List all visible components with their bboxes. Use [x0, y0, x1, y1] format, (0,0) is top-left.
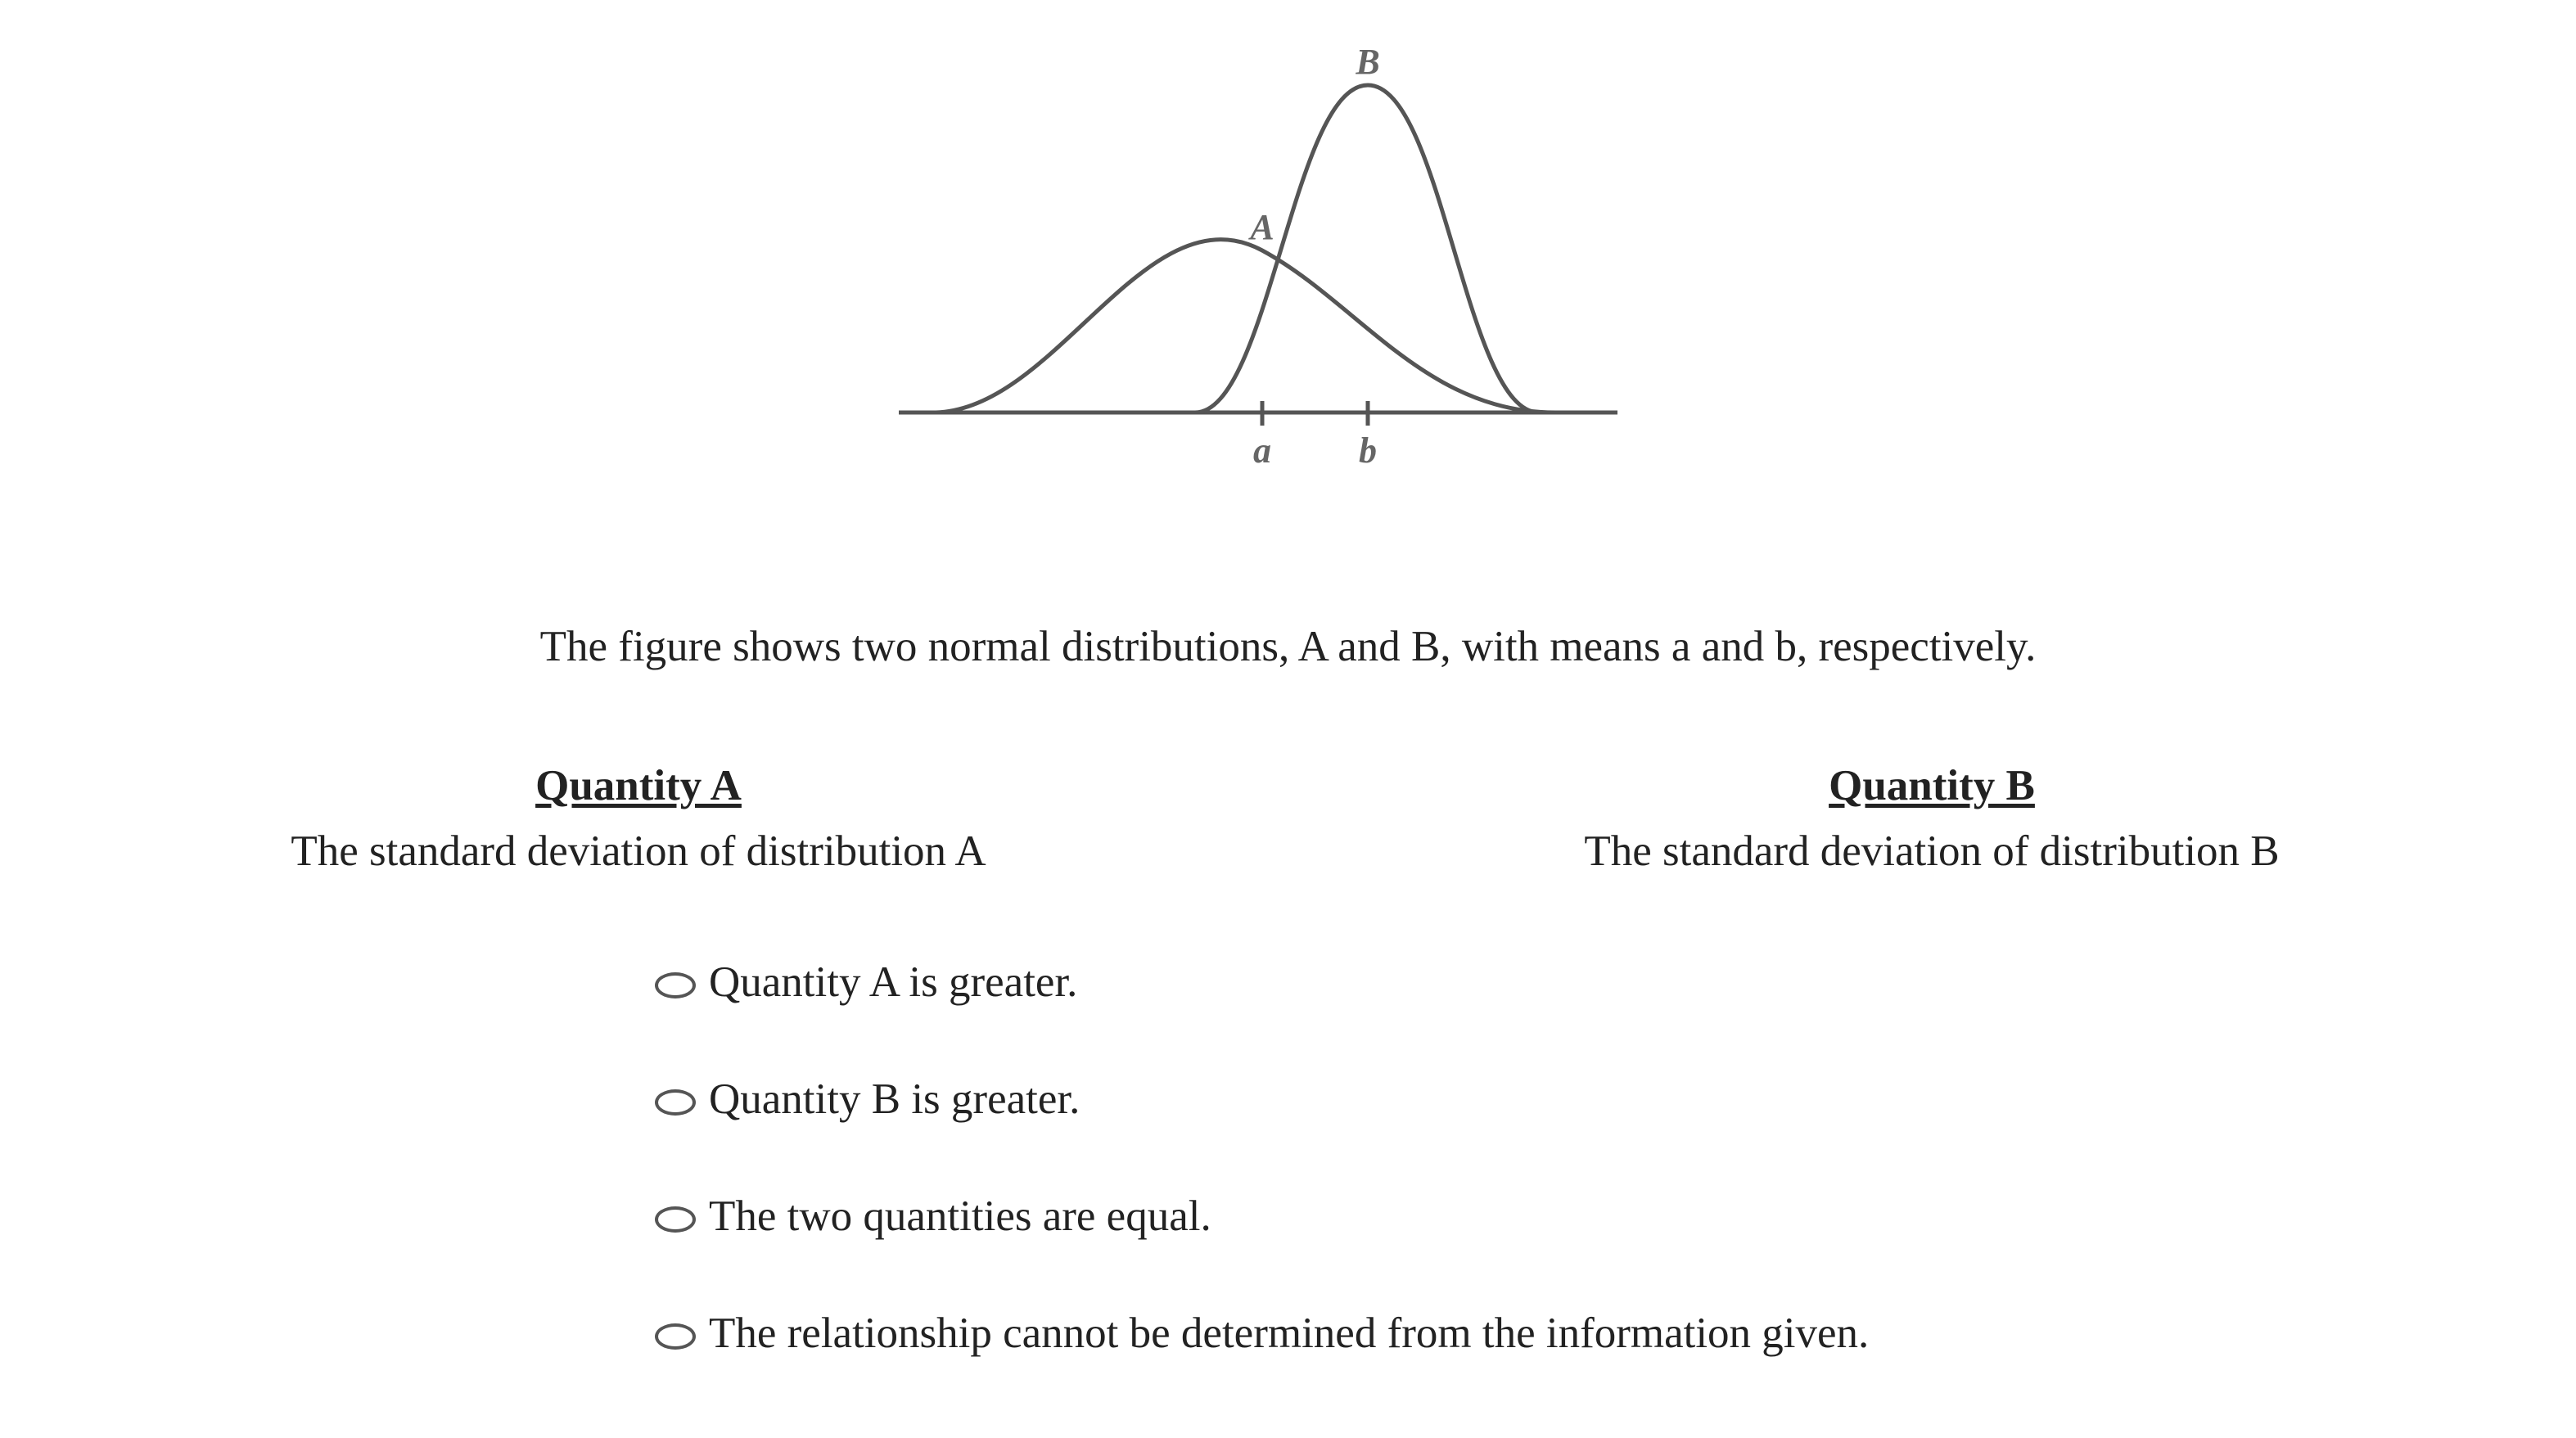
- quantity-a-heading: Quantity A: [535, 762, 742, 809]
- choice-quantity-b-greater[interactable]: [655, 1073, 2292, 1125]
- distribution-plot: [884, 25, 1637, 483]
- radio-button[interactable]: [655, 1323, 696, 1350]
- curve-a: [933, 240, 1555, 412]
- radio-button[interactable]: [655, 1089, 696, 1116]
- normal-distributions-figure: [884, 25, 1637, 483]
- tick-b-label: b: [1359, 430, 1377, 471]
- question-stem: The figure shows two normal distributions, A and B, with means a and b, respectively.: [539, 623, 2037, 670]
- curve-b-label: B: [1356, 42, 1380, 82]
- radio-button[interactable]: [655, 1206, 696, 1233]
- choice-label: The relationship cannot be determined from the information given.: [709, 1310, 1870, 1357]
- choice-quantity-a-greater[interactable]: [655, 956, 2292, 1008]
- quantity-b-description: The standard deviation of distribution B: [1584, 827, 2280, 875]
- quantity-a-column: [229, 760, 1048, 877]
- choice-equal[interactable]: [655, 1190, 2292, 1242]
- choice-label: The two quantities are equal.: [709, 1192, 1211, 1240]
- quantity-b-column: [1523, 760, 2341, 877]
- quantity-a-description: The standard deviation of distribution A: [291, 827, 986, 875]
- curve-b: [1195, 85, 1539, 412]
- choice-label: Quantity B is greater.: [709, 1075, 1080, 1123]
- radio-button[interactable]: [655, 972, 696, 998]
- tick-a-label: a: [1253, 430, 1271, 471]
- answer-choices: [655, 956, 2292, 1424]
- choice-label: Quantity A is greater.: [709, 958, 1078, 1006]
- choice-cannot-determine[interactable]: [655, 1307, 2292, 1359]
- quantity-b-heading: Quantity B: [1829, 762, 2035, 809]
- curve-a-label: A: [1250, 207, 1274, 247]
